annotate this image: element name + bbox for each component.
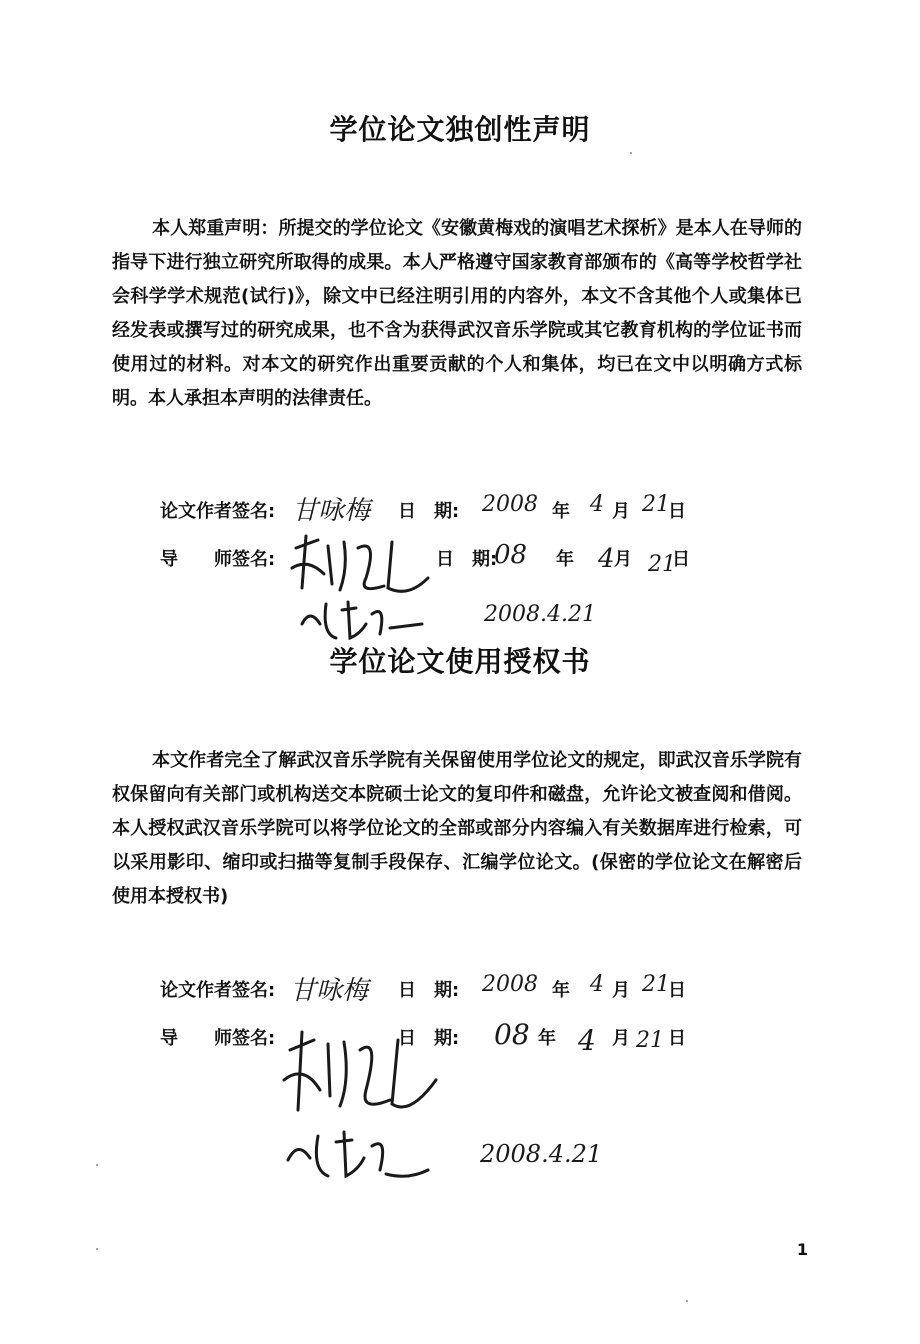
authorization-supervisor-label: 导 师签名: <box>160 1028 276 1049</box>
declaration-month-unit: 月 <box>612 501 630 522</box>
authorization-supervisor-month-unit: 月 <box>612 1028 630 1049</box>
declaration-author-label: 论文作者签名: <box>160 501 276 522</box>
authorization-supervisor-date-label: 日 期: <box>398 1028 460 1049</box>
declaration-supervisor-date-label: 日 期: <box>436 549 498 570</box>
authorization-author-month: 4 <box>590 972 604 997</box>
scan-speck <box>686 1300 688 1302</box>
declaration-year-unit: 年 <box>552 501 570 522</box>
declaration-supervisor-year-unit: 年 <box>556 549 574 570</box>
authorization-year-unit: 年 <box>552 980 570 1001</box>
declaration-supervisor-day: 21 <box>648 552 676 577</box>
declaration-cosign-date: 2008.4.21 <box>484 602 596 627</box>
scan-speck <box>96 1164 98 1166</box>
declaration-supervisor-month-unit: 月 <box>614 549 632 570</box>
declaration-body-text: 本人郑重声明：所提交的学位论文《安徽黄梅戏的演唱艺术探析》是本人在导师的指导下进行独立研究所取得的成果。本人严格遵守国家教育部颁布的《高等学校哲学社会科学学术规范(试行)》，除文中已经注明引用的内容外，本文不含其他个人或集体已经发表或撰写过的研究成果，也不含为获得武汉音乐学院或其它教育机构的学位证书而使用过的材料。对本文的研究作出重要贡献的个人和集体，均已在文中以明确方式标明。本人承担本声明的法律责任。 <box>112 218 802 409</box>
authorization-title: 学位论文使用授权书 <box>329 645 591 678</box>
authorization-author-day: 21 <box>642 972 670 997</box>
declaration-author-month: 4 <box>590 492 604 517</box>
declaration-title: 学位论文独创性声明 <box>329 113 591 146</box>
declaration-day-unit: 日 <box>668 501 686 522</box>
authorization-supervisor-year: 08 <box>494 1018 530 1051</box>
authorization-author-signature: 甘咏梅 <box>290 976 369 1006</box>
authorization-supervisor-month: 4 <box>578 1024 596 1057</box>
scan-speck <box>630 152 632 154</box>
declaration-supervisor-month: 4 <box>598 544 615 574</box>
declaration-supervisor-label: 导 师签名: <box>160 549 276 570</box>
declaration-supervisor-year: 08 <box>494 540 528 570</box>
authorization-supervisor-day-unit: 日 <box>668 1028 686 1049</box>
declaration-author-signature: 甘咏梅 <box>292 496 371 526</box>
declaration-author-year: 2008 <box>482 492 538 517</box>
authorization-body <box>112 744 802 914</box>
authorization-day-unit: 日 <box>668 980 686 1001</box>
authorization-month-unit: 月 <box>612 980 630 1001</box>
authorization-cosign-date: 2008.4.21 <box>480 1140 603 1168</box>
authorization-supervisor-day: 21 <box>636 1028 664 1053</box>
authorization-supervisor-year-unit: 年 <box>538 1028 556 1049</box>
authorization-cosupervisor-signature <box>282 1124 432 1188</box>
scan-speck <box>96 1248 98 1250</box>
declaration-supervisor-signature <box>288 528 438 602</box>
authorization-body-text: 本文作者完全了解武汉音乐学院有关保留使用学位论文的规定，即武汉音乐学院有权保留向有关部门或机构送交本院硕士论文的复印件和磁盘，允许论文被查阅和借阅。本人授权武汉音乐学院可以将学位论文的全部或部分内容编入有关数据库进行检索，可以采用影印、缩印或扫描等复制手段保存、汇编学位论文。(保密的学位论文在解密后使用本授权书) <box>112 750 802 907</box>
declaration-author-day: 21 <box>642 492 670 517</box>
declaration-supervisor-day-unit: 日 <box>672 549 690 570</box>
authorization-author-year: 2008 <box>482 972 538 997</box>
page-number: 1 <box>796 1240 808 1259</box>
authorization-author-label: 论文作者签名: <box>160 980 276 1001</box>
declaration-date-label: 日 期: <box>398 501 460 522</box>
authorization-date-label: 日 期: <box>398 980 460 1001</box>
declaration-body <box>112 212 802 416</box>
